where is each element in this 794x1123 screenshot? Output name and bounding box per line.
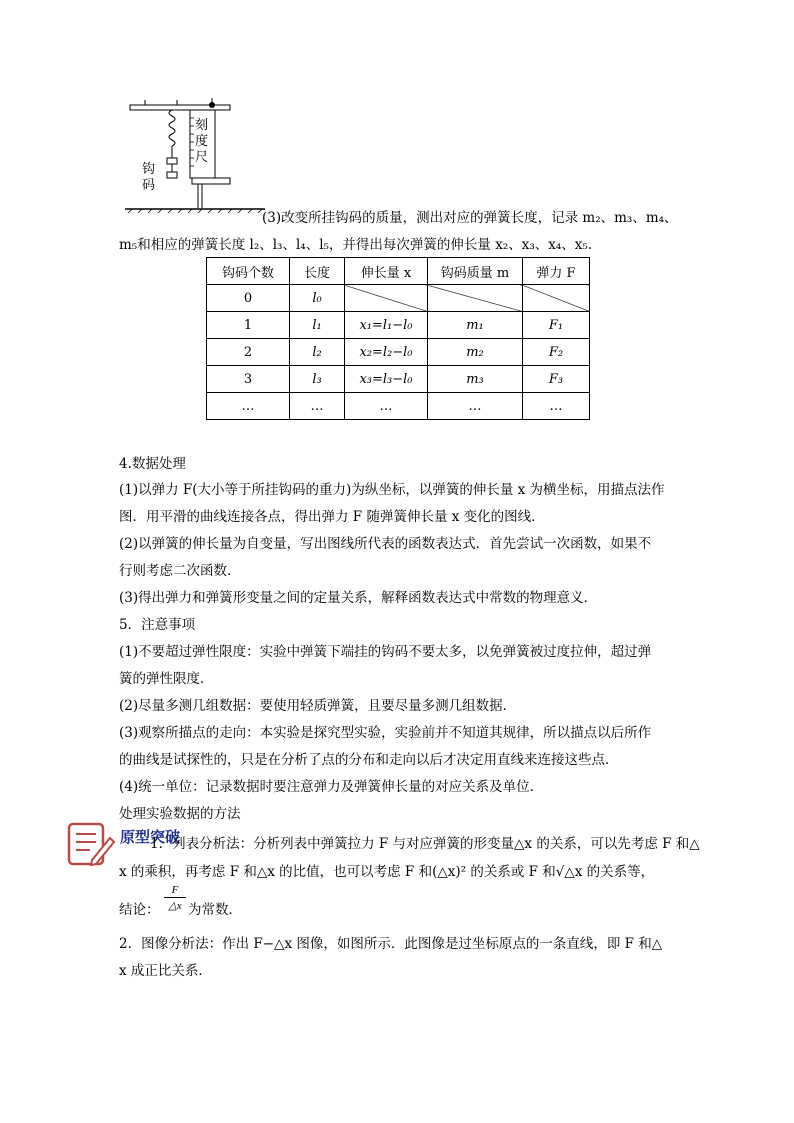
table-row: [207, 339, 590, 366]
table-cell: l₁: [290, 312, 345, 339]
table-cell: F₁: [523, 312, 590, 339]
table-row: [207, 285, 590, 312]
section4-p3: (3)得出弹力和弹簧形变量之间的定量关系，解释函数表达式中常数的物理意义．: [119, 590, 598, 606]
method2-line-a: 2．图像分析法：作出 F−△x 图像，如图所示．此图像是过坐标原点的一条直线，即 F 和△: [119, 936, 663, 952]
table-cell: …: [428, 393, 523, 420]
table-cell-empty: [345, 285, 428, 312]
fraction-denominator: △x: [168, 900, 182, 912]
weight-label: 钩码: [142, 162, 156, 193]
fraction-numerator: F: [171, 884, 179, 896]
table-row: [207, 312, 590, 339]
table-row: [207, 393, 590, 420]
table-cell-empty: [523, 285, 590, 312]
section5-p3b: 的曲线是试探性的，只是在分析了点的分布和走向以后才决定用直线来连接这些点．: [119, 752, 619, 768]
table-cell: l₀: [290, 285, 345, 312]
section5-p1a: (1)不要超过弹性限度：实验中弹簧下端挂的钩码不要太多，以免弹簧被过度拉伸，超过弹: [119, 644, 652, 660]
section5-p1b: 簧的弹性限度．: [119, 671, 214, 687]
table-cell: x₁=l₁−l₀: [345, 312, 428, 339]
table-cell: l₃: [290, 366, 345, 393]
header-cell: 钩码个数: [207, 258, 290, 285]
step3-line2: m₅和相应的弹簧长度 l₂、l₃、l₄、l₅，并得出每次弹簧的伸长量 x₂、x₃、x₄、x₅.: [119, 237, 593, 253]
table-cell: 3: [207, 366, 290, 393]
section5-p4: (4)统一单位：记录数据时要注意弹力及弹簧伸长量的对应关系及单位．: [119, 779, 544, 795]
section4-title: 4.数据处理: [119, 456, 186, 472]
notebook-pen-icon: [66, 820, 118, 868]
header-cell: 伸长量 x: [345, 258, 428, 285]
header-cell: 钩码质量 m: [428, 258, 523, 285]
table-cell: …: [290, 393, 345, 420]
method1-line-b: x 的乘积，再考虑 F 和△x 的比值，也可以考虑 F 和(△x)² 的关系或 F 和√△x 的关系等，: [119, 864, 655, 880]
step3-line1: (3)改变所挂钩码的质量，测出对应的弹簧长度，记录 m₂、m₃、m₄、: [262, 210, 678, 226]
table-cell: F₃: [523, 366, 590, 393]
header-cell: 长度: [290, 258, 345, 285]
table-cell: …: [345, 393, 428, 420]
table-cell: m₁: [428, 312, 523, 339]
table-cell: m₂: [428, 339, 523, 366]
method1-line-a: 1．列表分析法：分析列表中弹簧拉力 F 与对应弹簧的形变量△x 的关系，可以先考虑 F 和△: [150, 836, 700, 852]
section5-p3a: (3)观察所描点的走向：本实验是探究型实验，实验前并不知道其规律，所以描点以后所作: [119, 725, 652, 741]
section4-p1a: (1)以弹力 F(大小等于所挂钩码的重力)为纵坐标，以弹簧的伸长量 x 为横坐标，用描点法作: [119, 482, 665, 498]
header-cell: 弹力 F: [523, 258, 590, 285]
section5-p2: (2)尽量多测几组数据：要使用轻质弹簧，且要尽量多测几组数据．: [119, 698, 517, 714]
badge-yuanxing-tupo: 原型突破: [120, 828, 181, 846]
table-cell: m₃: [428, 366, 523, 393]
table-cell: l₂: [290, 339, 345, 366]
table-cell-empty: [428, 285, 523, 312]
ruler-label: 刻度尺: [195, 118, 209, 165]
table-cell: …: [207, 393, 290, 420]
section4-p2b: 行则考虑二次函数．: [119, 563, 241, 579]
conclusion-suffix: 为常数．: [188, 902, 242, 918]
table-header-row: [207, 258, 590, 285]
table-cell: x₂=l₂−l₀: [345, 339, 428, 366]
section5-title: 5．注意事项: [119, 617, 196, 633]
table-cell: x₃=l₃−l₀: [345, 366, 428, 393]
section4-p2a: (2)以弹簧的伸长量为自变量，写出图线所代表的函数表达式．首先尝试一次函数，如果不: [119, 536, 652, 552]
table-cell: 1: [207, 312, 290, 339]
table-cell: F₂: [523, 339, 590, 366]
table-row: [207, 366, 590, 393]
table-cell: …: [523, 393, 590, 420]
method2-line-b: x 成正比关系．: [119, 963, 212, 979]
methods-heading: 处理实验数据的方法: [119, 806, 241, 822]
fraction-bar: [164, 897, 186, 898]
conclusion-prefix: 结论：: [119, 902, 160, 918]
table-cell: 0: [207, 285, 290, 312]
table-cell: 2: [207, 339, 290, 366]
data-table: [206, 257, 590, 420]
section4-p1b: 图．用平滑的曲线连接各点，得出弹力 F 随弹簧伸长量 x 变化的图线．: [119, 509, 545, 525]
f-over-dx-fraction: [164, 884, 186, 912]
